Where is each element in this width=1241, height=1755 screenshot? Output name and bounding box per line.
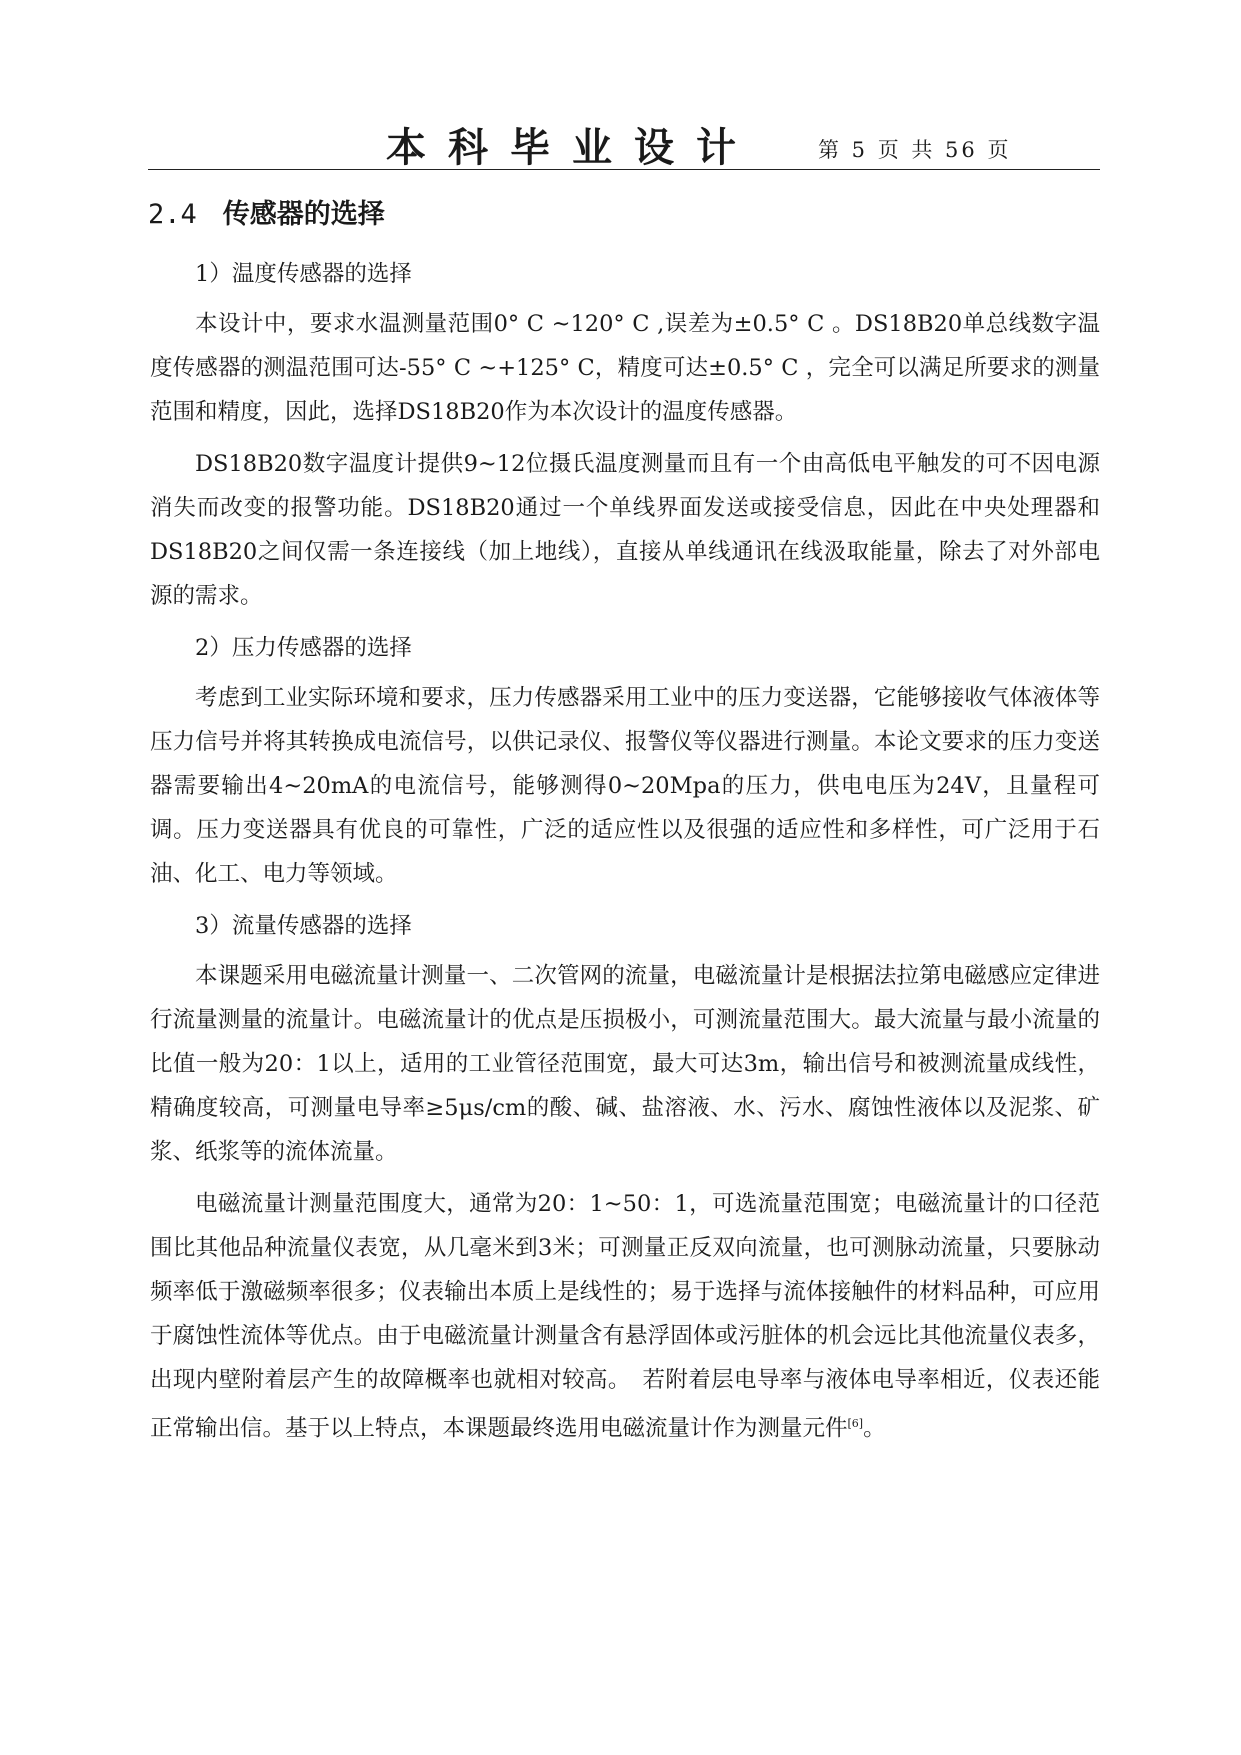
header-divider [148,169,1100,170]
subsection-pressure: 2）压力传感器的选择 [195,635,412,661]
body-text [150,252,1100,1459]
subsection-temperature: 1）温度传感器的选择 [195,261,412,287]
paragraph: 本课题采用电磁流量计测量一、二次管网的流量，电磁流量计是根据法拉第电磁感应定律进行流量测量的流量计。电磁流量计的优点是压损极小，可测流量范围大。最大流量与最小流量的比值一般为20：1以上，适用的工业管径范围宽，最大可达3m，输出信号和被测流量成线性，精确度较高，可测量电导率≥5μs/cm的酸、碱、盐溶液、水、污水、腐蚀性液体以及泥浆、矿浆、纸浆等的流体流量。 [150,963,1100,1165]
paragraph-text: 电磁流量计测量范围度大，通常为20：1~50：1，可选流量范围宽；电磁流量计的口径范围比其他品种流量仪表宽，从几毫米到3米；可测量正反双向流量，也可测脉动流量，只要脉动频率低于激磁频率很多；仪表输出本质上是线性的；易于选择与流体接触件的材料品种，可应用于腐蚀性流体等优点。由于电磁流量计测量含有悬浮固体或污脏体的机会远比其他流量仪表多，出现内壁附着层产生的故障概率也就相对较高。 若附着层电导率与液体电导率相近，仪表还能正常输出信。基于以上特点，本课题最终选用电磁流量计作为测量元件 [150,1191,1100,1442]
paragraph: 考虑到工业实际环境和要求，压力传感器采用工业中的压力变送器，它能够接收气体液体等压力信号并将其转换成电流信号，以供记录仪、报警仪等仪器进行测量。本论文要求的压力变送器需要输出4~20mA的电流信号，能够测得0~20Mpa的压力，供电电压为24V，且量程可调。压力变送器具有优良的可靠性，广泛的适应性以及很强的适应性和多样性，可广泛用于石油、化工、电力等领域。 [150,685,1100,887]
citation: [6] [847,1417,864,1430]
page-number-info: 第 5 页 共 56 页 [818,138,1012,162]
section-heading [148,192,385,231]
section-title: 传感器的选择 [222,199,385,230]
paragraph: 本设计中，要求水温测量范围0° C ~120° C ,误差为±0.5° C 。DS18B20单总线数字温度传感器的测温范围可达-55° C ~+125° C，精度可达±0.5° C ，完全可以满足所要求的测量范围和精度，因此，选择DS18B20作为本次设计的温度传感器。 [150,311,1100,425]
paragraph [150,1182,1100,1451]
subsection-flow: 3）流量传感器的选择 [195,913,412,939]
section-number: 2.4 [148,199,197,230]
paragraph: DS18B20数字温度计提供9~12位摄氏温度测量而且有一个由高低电平触发的可不因电源消失而改变的报警功能。DS18B20通过一个单线界面发送或接受信息，因此在中央处理器和DS18B20之间仅需一条连接线（加上地线），直接从单线通讯在线汲取能量，除去了对外部电源的需求。 [150,451,1100,609]
paragraph-end: 。 [863,1415,886,1442]
page-header [148,112,1100,170]
header-title: 本科毕业设计 [386,124,758,171]
